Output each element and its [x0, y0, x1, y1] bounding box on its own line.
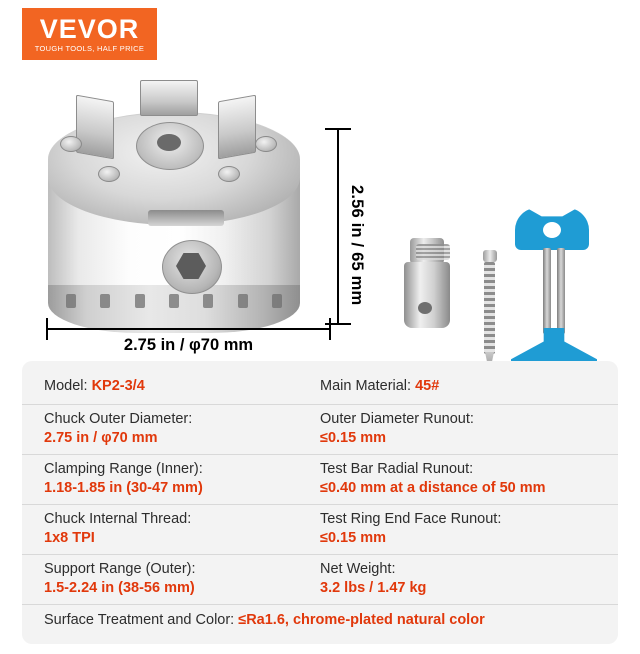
spec-label: Test Bar Radial Runout: — [320, 461, 474, 477]
chuck-jaw-top — [140, 80, 198, 116]
product-illustration — [0, 60, 640, 360]
spec-value: KP2-3/4 — [91, 378, 145, 394]
adapter-thread-collar — [410, 238, 444, 264]
table-row — [22, 505, 618, 555]
spec-value: 3.2 lbs / 1.47 kg — [320, 580, 427, 596]
thread-adapter-image — [404, 238, 450, 330]
wrench-rod — [543, 248, 551, 334]
spec-value: ≤0.15 mm — [320, 530, 386, 546]
spec-label: Surface Treatment and Color: — [44, 612, 239, 628]
adapter-set-screw-hole — [418, 302, 432, 314]
wrench-rod — [557, 248, 565, 334]
spec-label: Clamping Range (Inner): — [44, 461, 203, 477]
spec-value: 1.18-1.85 in (30-47 mm) — [44, 480, 203, 496]
brand-name: VEVOR — [39, 13, 140, 44]
chuck-jaw-right — [218, 95, 256, 160]
brand-tagline: TOUGH TOOLS, HALF PRICE — [34, 43, 145, 53]
spec-value: 2.75 in / φ70 mm — [44, 430, 158, 446]
spec-value: ≤0.40 mm at a distance of 50 mm — [320, 480, 546, 496]
spec-cell-chuck-outer-diameter — [44, 405, 320, 454]
spec-label: Net Weight: — [320, 561, 396, 577]
spec-cell-main-material — [320, 371, 596, 404]
chuck-bolt — [218, 166, 240, 182]
adapter-body — [404, 262, 450, 328]
spec-cell-test-bar-radial-runout — [320, 455, 596, 504]
logo-box — [22, 8, 157, 60]
screw-head — [483, 250, 497, 262]
spec-cell-model — [44, 371, 320, 404]
spec-cell-surface-treatment-and-color — [44, 605, 596, 637]
notch — [135, 294, 145, 308]
specification-table — [22, 361, 618, 644]
chuck-bolt — [60, 136, 82, 152]
spec-cell-chuck-internal-thread — [44, 505, 320, 554]
spec-label: Chuck Internal Thread: — [44, 511, 192, 527]
table-row — [22, 455, 618, 505]
table-row — [22, 555, 618, 605]
notch — [203, 294, 213, 308]
notch — [100, 294, 110, 308]
dimension-line-vertical — [337, 128, 339, 325]
notch — [272, 294, 282, 308]
chuck-key-slot — [148, 210, 224, 226]
adapter-threads — [416, 244, 450, 260]
spec-cell-net-weight — [320, 555, 596, 604]
spec-label: Main Material: — [320, 378, 416, 394]
chuck-base-notches — [52, 294, 296, 310]
spec-label: Support Range (Outer): — [44, 561, 196, 577]
spec-cell-outer-diameter-runout — [320, 405, 596, 454]
spec-value: ≤Ra1.6, chrome-plated natural color — [238, 612, 485, 628]
spec-cell-support-range-outer — [44, 555, 320, 604]
chuck-jaw-left — [76, 95, 114, 160]
spec-label: Model: — [44, 378, 92, 394]
notch — [238, 294, 248, 308]
brand-logo — [22, 8, 157, 60]
spec-label: Outer Diameter Runout: — [320, 411, 474, 427]
spec-label: Chuck Outer Diameter: — [44, 411, 193, 427]
spec-label: Test Ring End Face Runout: — [320, 511, 502, 527]
dimension-label-diameter: 2.75 in / φ70 mm — [123, 336, 254, 354]
table-row — [22, 605, 618, 637]
dimension-line-horizontal — [46, 328, 331, 330]
dimension-label-height: 2.56 in / 65 mm — [348, 185, 366, 306]
spec-value: 45# — [415, 378, 440, 394]
notch — [169, 294, 179, 308]
table-row — [22, 405, 618, 455]
spec-value: ≤0.15 mm — [320, 430, 386, 446]
lathe-chuck-image — [40, 70, 326, 340]
table-row — [22, 371, 618, 405]
screw-image — [481, 250, 499, 378]
notch — [66, 294, 76, 308]
wrench-hole — [543, 222, 561, 238]
chuck-bolt — [98, 166, 120, 182]
spec-cell-clamping-range-inner — [44, 455, 320, 504]
chuck-center-bore — [157, 134, 181, 151]
spec-cell-test-ring-end-face-runout — [320, 505, 596, 554]
chuck-bolt — [255, 136, 277, 152]
spec-value: 1.5-2.24 in (38-56 mm) — [44, 580, 195, 596]
spec-value: 1x8 TPI — [44, 530, 95, 546]
screw-shaft — [484, 262, 495, 354]
